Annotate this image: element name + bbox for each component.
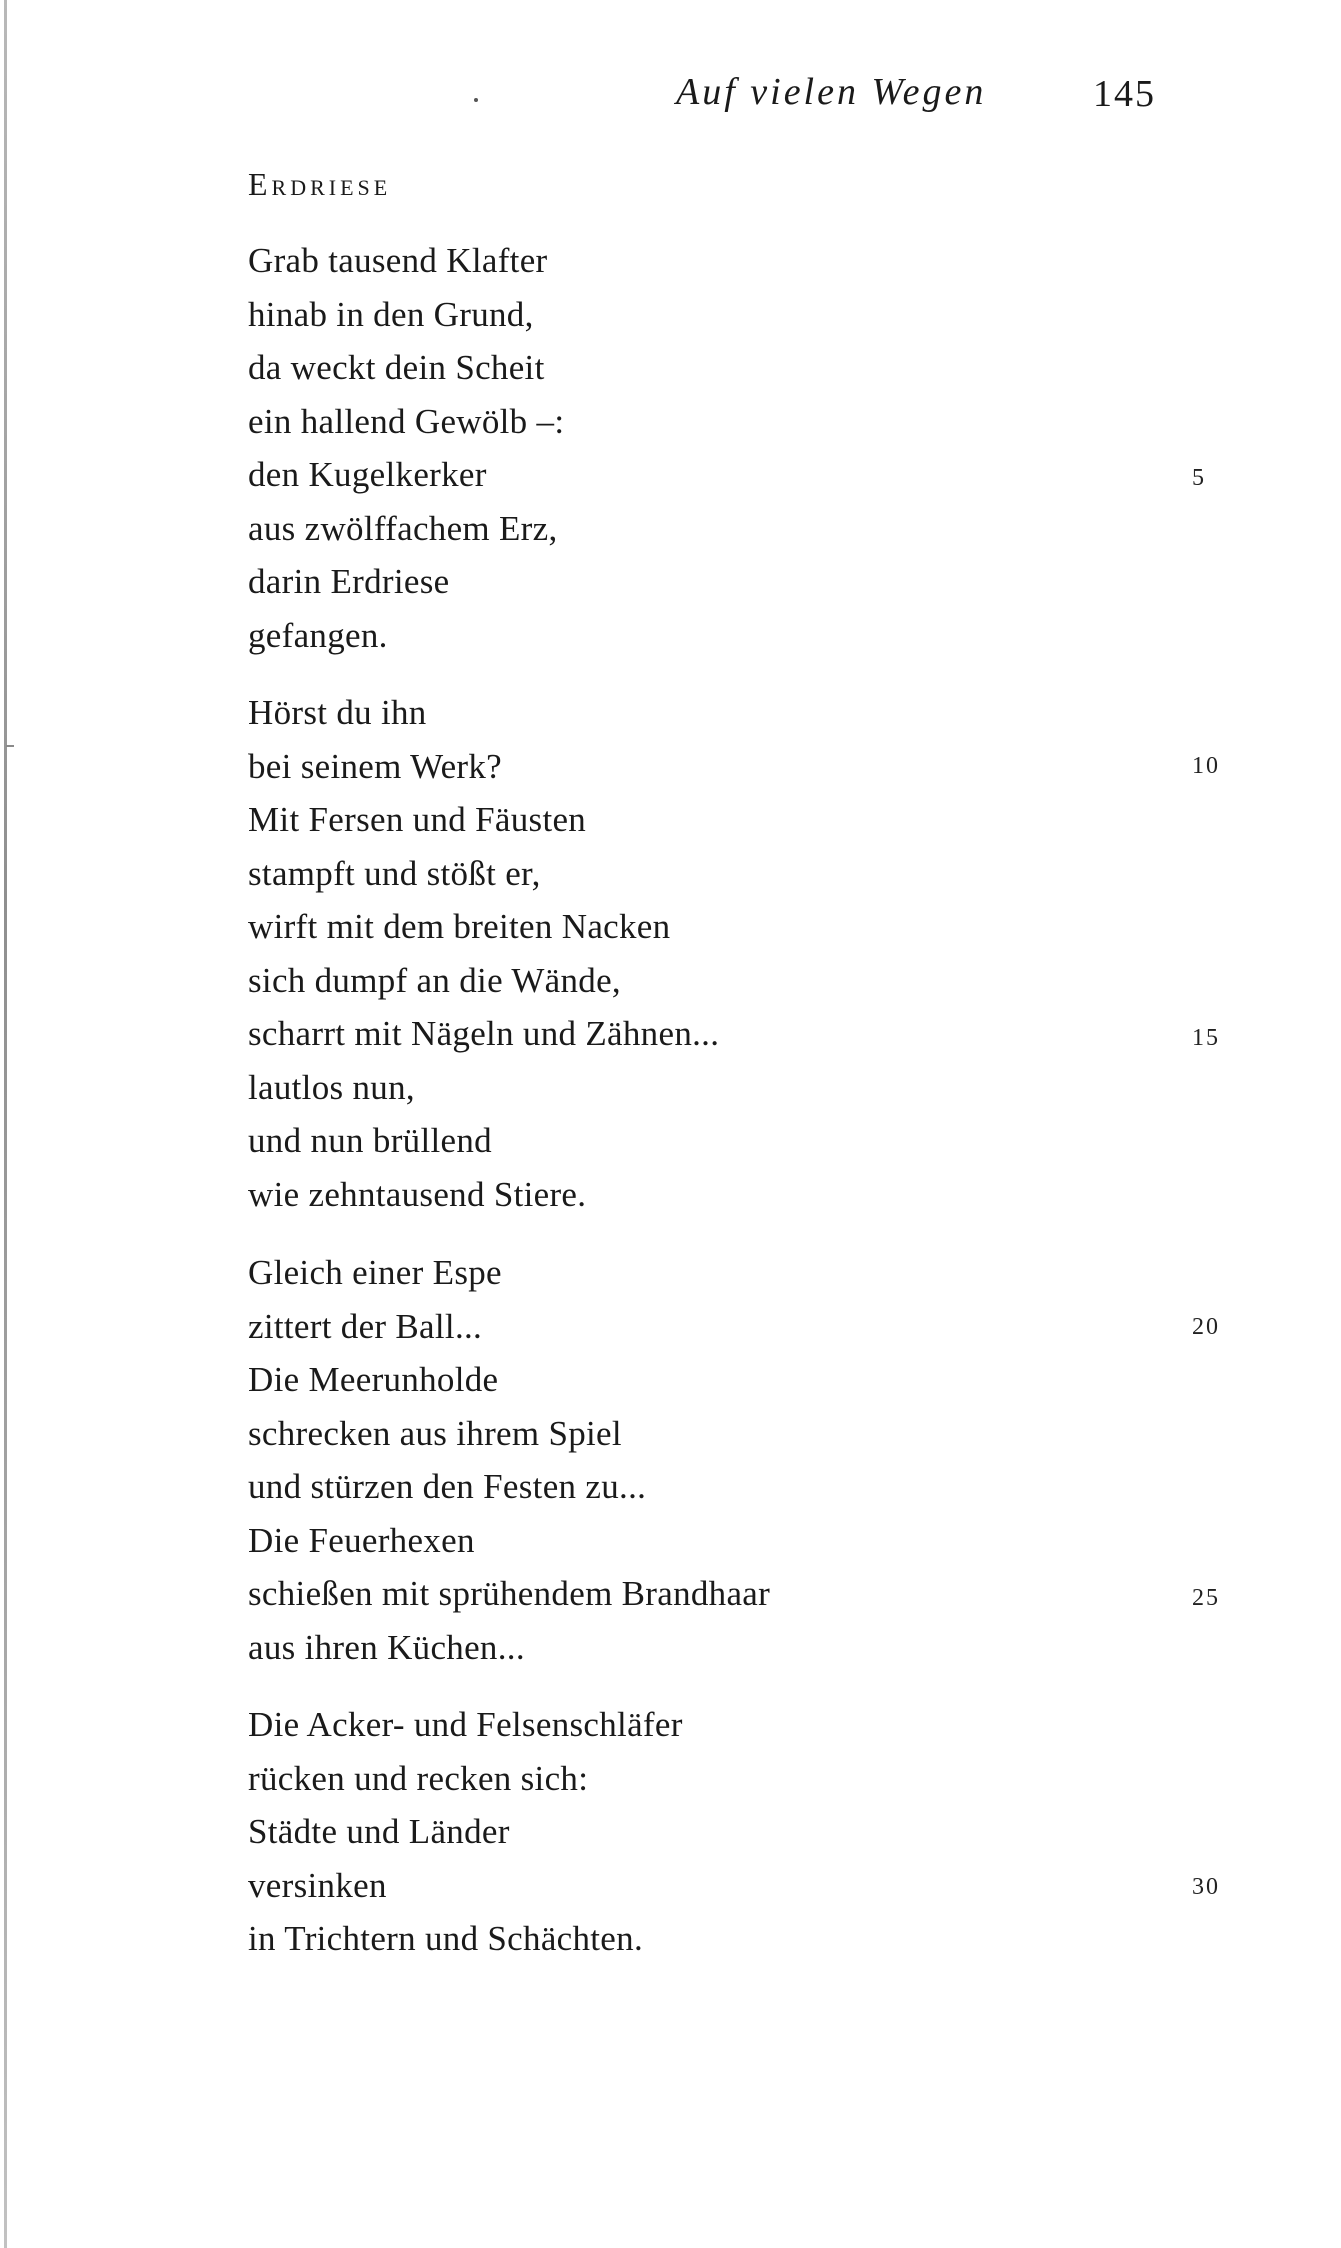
line-number-20: 20 [1192, 1314, 1220, 1340]
poem-line: den Kugelkerker [248, 455, 487, 494]
running-title: Auf vielen Wegen [676, 71, 987, 113]
stanza-4 [248, 1698, 683, 1966]
poem-line: Hörst du ihn [248, 693, 427, 732]
page-edge-mark [6, 745, 14, 747]
poem-line: da weckt dein Scheit [248, 348, 545, 387]
poem-line: aus ihren Küchen... [248, 1627, 525, 1667]
poem-line: stampft und stößt er, [248, 853, 541, 893]
line-number-30: 30 [1192, 1874, 1220, 1900]
poem-line: ein hallend Gewölb –: [248, 401, 565, 441]
line-number-15: 15 [1192, 1025, 1220, 1051]
poem-line: Die Acker- und Felsenschläfer [248, 1705, 683, 1744]
stanza-1 [248, 234, 564, 662]
poem-line: Grab tausend Klafter [248, 241, 548, 280]
stray-dot [474, 98, 478, 102]
poem-line: Städte und Länder [248, 1812, 510, 1851]
poem-line: scharrt mit Nägeln und Zähnen... [248, 1014, 720, 1053]
poem-line: aus zwölffachem Erz, [248, 508, 558, 548]
poem-line: wirft mit dem breiten Nacken [248, 907, 671, 946]
poem-line: lautlos nun, [248, 1067, 415, 1107]
poem-line: und stürzen den Festen zu... [248, 1467, 647, 1506]
poem-line: Die Feuerhexen [248, 1520, 475, 1560]
poem-line: zittert der Ball... [248, 1306, 483, 1346]
line-number-25: 25 [1192, 1585, 1220, 1611]
poem-line: darin Erdriese [248, 562, 450, 601]
line-number-10: 10 [1192, 753, 1220, 779]
stanza-2 [248, 686, 719, 1221]
poem-line: in Trichtern und Schächten. [248, 1919, 643, 1958]
poem-title: Erdriese [248, 166, 392, 202]
poem-line: und nun brüllend [248, 1121, 492, 1160]
poem-line: rücken und recken sich: [248, 1758, 589, 1798]
poem-line: schrecken aus ihrem Spiel [248, 1413, 622, 1453]
poem-line: hinab in den Grund, [248, 294, 534, 334]
poem-line: schießen mit sprühendem Brandhaar [248, 1574, 771, 1613]
poem-line: gefangen. [248, 615, 388, 655]
page-edge-shadow [4, 0, 7, 2248]
poem-line: sich dumpf an die Wände, [248, 960, 621, 1000]
page-number: 145 [1093, 73, 1156, 115]
poem-line: bei seinem Werk? [248, 746, 503, 786]
poem-line: Die Meerunholde [248, 1360, 499, 1399]
line-number-5: 5 [1192, 465, 1206, 491]
poem-line: wie zehntausend Stiere. [248, 1174, 587, 1214]
poem-line: Gleich einer Espe [248, 1253, 502, 1292]
poem-line: versinken [248, 1865, 387, 1905]
stanza-3 [248, 1246, 770, 1674]
poem-line: Mit Fersen und Fäusten [248, 800, 587, 839]
